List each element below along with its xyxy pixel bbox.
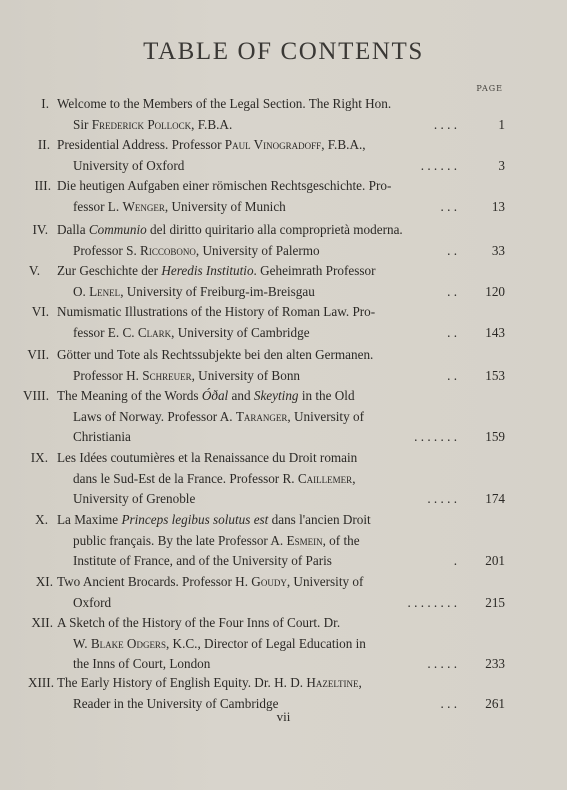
author-name: Riccobono (140, 242, 196, 258)
toc-entry-line (0, 427, 567, 448)
chapter-number: VIII. (23, 388, 49, 403)
title-text: Two Ancient Brocards. Professor H. (57, 574, 252, 589)
leader-dots: . . . . . . (420, 157, 457, 173)
page-number: 33 (491, 242, 505, 258)
author-line (73, 197, 286, 218)
chapter-title (57, 220, 403, 241)
toc-entry (0, 135, 567, 176)
toc-entry (0, 302, 567, 343)
author-text: Reader in the University of Cambridge (73, 695, 279, 711)
chapter-number: VII. (27, 347, 49, 362)
author-text: Laws of Norway. Professor A. (73, 408, 236, 424)
toc-entry-line (0, 572, 567, 593)
page-number: 153 (485, 367, 505, 383)
author-line (73, 407, 364, 428)
toc-entry-line (0, 176, 567, 197)
chapter-number: IX. (30, 450, 48, 465)
toc-entry-line (0, 593, 567, 614)
chapter-title (57, 448, 357, 469)
toc-entry-line (0, 115, 567, 136)
title-text: and (228, 388, 254, 403)
chapter-number: III. (34, 178, 51, 193)
author-name: Caillemer (297, 470, 353, 486)
title-text: Götter und Tote als Rechtssubjekte bei den alten Germanen. (57, 347, 374, 362)
author-name: Frederick Pollock (91, 116, 192, 132)
page-number: 174 (485, 491, 505, 506)
author-text: Professor S. (73, 242, 141, 258)
leader-dots: . . (447, 367, 457, 383)
title-text: The Early History of English Equity. Dr. (57, 675, 275, 690)
toc-entry-line (0, 345, 567, 366)
author-name: H. D. Hazeltine (274, 675, 359, 690)
title-italic: Communio (88, 222, 147, 237)
chapter-title (57, 345, 373, 366)
author-text: fessor E. C. (73, 324, 138, 340)
title-text: Zur Geschichte der (57, 263, 162, 278)
toc-entry-line (0, 366, 567, 387)
toc-entry-line (0, 551, 567, 572)
author-line (73, 156, 184, 177)
chapter-title (57, 673, 362, 694)
chapter-title (57, 613, 340, 634)
chapter-title (57, 94, 391, 115)
author-text: the Inns of Court, London (73, 656, 211, 671)
page-number: 201 (485, 553, 505, 568)
author-line (73, 115, 232, 136)
title-italic: Heredis Institutio (161, 263, 254, 278)
title-text: Presidential Address. Professor (57, 137, 225, 152)
page-column-header: PAGE (476, 84, 503, 93)
author-text: , (352, 470, 356, 486)
chapter-number: XII. (31, 615, 53, 630)
title-italic: Princeps legibus solutus est (121, 512, 269, 527)
author-line (73, 551, 332, 572)
toc-entry-line (0, 261, 567, 282)
author-text: University of Oxford (73, 157, 185, 173)
chapter-number: XI. (35, 574, 53, 589)
toc-entry-line (0, 489, 567, 510)
toc-entry-line (0, 469, 567, 490)
chapter-number: II. (37, 137, 50, 152)
toc-entry (0, 261, 567, 302)
toc-entry (0, 510, 567, 572)
author-text: , University of Cambridge (171, 324, 310, 340)
author-name: Goudy (251, 574, 287, 589)
author-text: , University of Munich (164, 198, 286, 214)
toc-entry-line (0, 94, 567, 115)
toc-entry-line (0, 531, 567, 552)
author-text: fessor L. (73, 198, 123, 214)
toc-entry-line (0, 673, 567, 694)
author-line (73, 427, 131, 448)
toc-entry-line (0, 613, 567, 634)
toc-entry-line (0, 634, 567, 655)
author-name: Schreuer (142, 367, 192, 383)
toc-entry (0, 448, 567, 510)
author-text: dans le Sud-Est de la France. Professor R. (73, 470, 298, 486)
toc-entry-line (0, 323, 567, 344)
title-text: in the Old (298, 388, 355, 403)
author-text: Sir (73, 116, 92, 132)
toc-entry-line (0, 448, 567, 469)
toc-entry-line (0, 386, 567, 407)
chapter-title (57, 510, 371, 531)
chapter-number: VI. (31, 304, 49, 319)
author-name: Esmein (286, 532, 323, 548)
author-text: Professor H. (73, 367, 143, 383)
title-text: dans l'ancien Droit (268, 512, 371, 527)
toc-entry (0, 613, 567, 675)
author-name: W. Blake Odgers (73, 635, 166, 651)
toc-entry-line (0, 241, 567, 262)
title-text: Welcome to the Members of the Legal Section. The Right Hon. (57, 96, 392, 111)
title-italic: Skeyting (253, 388, 299, 403)
title-text: , (358, 675, 362, 690)
author-text: O. (73, 283, 90, 299)
author-line (73, 323, 310, 344)
page-number: 3 (498, 157, 505, 173)
page-number: 233 (485, 656, 505, 671)
leader-dots: . . . . . . . . (407, 594, 457, 610)
author-text: , K.C., Director of Legal Education in (165, 635, 366, 651)
author-line (73, 654, 210, 675)
leader-dots: . (453, 553, 457, 568)
toc-entry (0, 572, 567, 613)
chapter-title (57, 261, 376, 282)
leader-dots: . . (447, 242, 457, 258)
toc-entry-line (0, 282, 567, 303)
toc-entry-line (0, 156, 567, 177)
author-line (73, 241, 320, 262)
page-number: 261 (485, 695, 505, 711)
page-number: 13 (491, 198, 505, 214)
chapter-number: IV. (32, 222, 48, 237)
toc-entry-line (0, 220, 567, 241)
toc-entry-line (0, 135, 567, 156)
leader-dots: . . (447, 283, 457, 299)
toc-entry-line (0, 302, 567, 323)
toc-entry-line (0, 197, 567, 218)
page-number: 143 (485, 324, 505, 340)
leader-dots: . . . (440, 198, 457, 214)
title-text: Die heutigen Aufgaben einer römischen Rechtsgeschichte. Pro- (57, 178, 392, 193)
title-text: Dalla (57, 222, 89, 237)
title-text: , F.B.A., (321, 137, 366, 152)
page-number: 215 (485, 594, 505, 610)
toc-entry (0, 94, 567, 135)
author-name: Wenger (122, 198, 165, 214)
chapter-number: XIII. (28, 675, 54, 690)
author-text: , University of Bonn (191, 367, 301, 383)
leader-dots: . . . . (433, 116, 457, 132)
leader-dots: . . . . . (427, 656, 457, 671)
chapter-title (57, 386, 355, 407)
author-text: public français. By the late Professor A. (73, 532, 287, 548)
author-text: Institute of France, and of the University of Paris (73, 553, 332, 568)
leader-dots: . . . (440, 695, 457, 711)
title-text: La Maxime (57, 512, 122, 527)
leader-dots: . . . . . . . (414, 429, 457, 444)
page-number-roman: vii (276, 709, 291, 724)
title-text: Numismatic Illustrations of the History of Roman Law. Pro- (57, 304, 376, 319)
title-text: del diritto quiritario alla comproprietà moderna. (146, 222, 403, 237)
author-text: , University of Freiburg-im-Breisgau (120, 283, 315, 299)
author-line (73, 282, 315, 303)
author-text: , University of (287, 408, 364, 424)
title-text: , University of (286, 574, 364, 589)
author-text: , University of Palermo (195, 242, 320, 258)
author-name: Lenel (89, 283, 121, 299)
title-text: . Geheimrath Professor (253, 263, 376, 278)
title-text: A Sketch of the History of the Four Inns of Court. Dr. (57, 615, 341, 630)
author-line (73, 366, 300, 387)
toc-entry-line (0, 654, 567, 675)
toc-entry (0, 220, 567, 261)
author-text: Oxford (73, 594, 112, 610)
author-line (73, 469, 355, 490)
author-line (73, 593, 111, 614)
leader-dots: . . (447, 324, 457, 340)
author-text: , F.B.A. (191, 116, 233, 132)
author-text: Christiania (73, 429, 131, 444)
toc-entry (0, 386, 567, 448)
chapter-number: I. (41, 96, 49, 111)
toc-entry (0, 673, 567, 714)
author-text: , of the (322, 532, 360, 548)
toc-entry (0, 176, 567, 217)
page-number: 159 (485, 429, 505, 444)
author-name: Clark (137, 324, 172, 340)
author-name: Paul Vinogradoff (224, 137, 322, 152)
chapter-title (57, 176, 391, 197)
page-number: 1 (498, 116, 505, 132)
author-line (73, 489, 195, 510)
chapter-number: V. (28, 263, 40, 278)
chapter-title (57, 302, 375, 323)
chapter-number: X. (35, 512, 48, 527)
author-name: Taranger (235, 408, 288, 424)
chapter-title (57, 572, 363, 593)
title-text: The Meaning of the Words (57, 388, 202, 403)
toc-entry (0, 345, 567, 386)
leader-dots: . . . . . (427, 491, 457, 506)
title-text: Les Idées coutumières et la Renaissance du Droit romain (57, 450, 358, 465)
author-line (73, 531, 360, 552)
page-number: 120 (485, 283, 505, 299)
author-line (73, 634, 366, 655)
title-italic: Óðal (201, 388, 229, 403)
toc-entry-line (0, 407, 567, 428)
page-title: TABLE OF CONTENTS (143, 38, 424, 65)
author-text: University of Grenoble (73, 491, 196, 506)
toc-entry-line (0, 510, 567, 531)
chapter-title (57, 135, 366, 156)
